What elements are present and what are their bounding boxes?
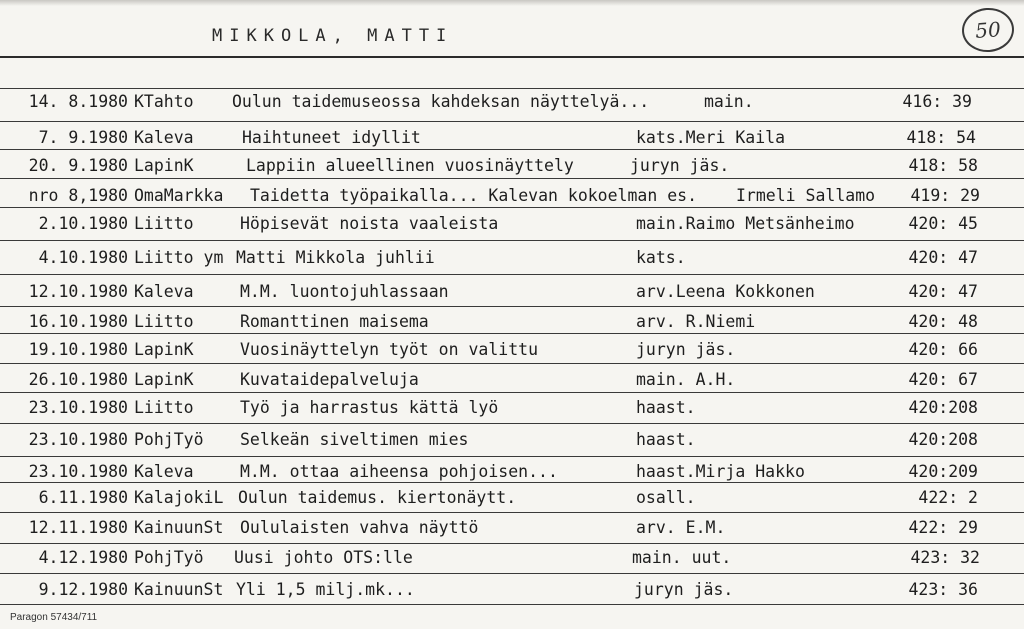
entry-reference: 420: 48: [908, 312, 978, 331]
entry-source: Liitto: [134, 398, 194, 417]
entry-source: KainuunSt: [134, 518, 224, 537]
entry-date: nro 8,1980: [28, 186, 128, 205]
entry-author: kats.Meri Kaila: [636, 128, 786, 147]
header-divider: [0, 56, 1024, 58]
entry-title: Vuosinäyttelyn työt on valittu: [240, 340, 539, 359]
entry-source: PohjTyö: [134, 548, 204, 567]
entry-date: 19.10.1980: [28, 340, 128, 359]
entry-reference: 420: 66: [908, 340, 978, 359]
entry-reference: 422: 2: [918, 488, 978, 507]
entry-date: 14. 8.1980: [28, 92, 128, 111]
entry-source: KTahto: [134, 92, 194, 111]
entry-reference: 420: 67: [908, 370, 978, 389]
entry-author: haast.Mirja Hakko: [636, 462, 805, 481]
entry-title: M.M. ottaa aiheensa pohjoisen...: [240, 462, 558, 481]
row-divider: [0, 333, 1024, 334]
entry-source: OmaMarkka: [134, 186, 224, 205]
entry-source: Kaleva: [134, 462, 194, 481]
row-divider: [0, 149, 1024, 150]
entry-source: Liitto: [134, 312, 194, 331]
card-top-edge: [0, 0, 1024, 6]
entry-title: Oulun taidemuseossa kahdeksan näyttelyä...: [232, 92, 650, 111]
entry-title: Uusi johto OTS:lle: [234, 548, 413, 567]
entry-author: arv. E.M.: [636, 518, 726, 537]
row-divider: [0, 240, 1024, 241]
row-divider: [0, 207, 1024, 208]
entry-author: juryn jäs.: [636, 340, 736, 359]
entry-author: juryn jäs.: [634, 580, 734, 599]
printer-mark: Paragon 57434/711: [10, 612, 98, 623]
row-divider: [0, 363, 1024, 364]
entry-author: main. uut.: [632, 548, 732, 567]
entry-source: Kaleva: [134, 282, 194, 301]
entry-author: kats.: [636, 248, 686, 267]
card-heading: MIKKOLA, MATTI: [212, 26, 454, 46]
row-divider: [0, 604, 1024, 605]
entry-date: 6.11.1980: [38, 488, 128, 507]
entry-reference: 420:208: [908, 398, 978, 417]
entry-title: Työ ja harrastus kättä lyö: [240, 398, 499, 417]
card-number-circled: 50: [961, 6, 1016, 54]
entry-title: M.M. luontojuhlassaan: [240, 282, 449, 301]
row-divider: [0, 456, 1024, 457]
entry-reference: 418: 54: [906, 128, 976, 147]
row-divider: [0, 573, 1024, 574]
entry-title: Selkeän siveltimen mies: [240, 430, 469, 449]
entry-author: juryn jäs.: [630, 156, 730, 175]
entry-date: 4.10.1980: [38, 248, 128, 267]
entry-source: LapinK: [134, 156, 194, 175]
entry-title: Haihtuneet idyllit: [242, 128, 421, 147]
entry-date: 23.10.1980: [28, 398, 128, 417]
entry-title: Yli 1,5 milj.mk...: [236, 580, 415, 599]
entry-author: haast.: [636, 398, 696, 417]
entry-title: Kuvataidepalveluja: [240, 370, 419, 389]
row-divider: [0, 121, 1024, 122]
entry-date: 26.10.1980: [28, 370, 128, 389]
entry-title: Romanttinen maisema: [240, 312, 429, 331]
entry-title: Höpisevät noista vaaleista: [240, 214, 499, 233]
entry-author: main. A.H.: [636, 370, 736, 389]
entry-title: Oulun taidemus. kiertonäytt.: [238, 488, 517, 507]
entry-date: 12.10.1980: [28, 282, 128, 301]
entry-date: 4.12.1980: [38, 548, 128, 567]
entry-author: arv. R.Niemi: [636, 312, 756, 331]
row-divider: [0, 178, 1024, 179]
entry-author: osall.: [636, 488, 696, 507]
entry-reference: 416: 39: [902, 92, 972, 111]
entry-source: PohjTyö: [134, 430, 204, 449]
row-divider: [0, 88, 1024, 89]
entry-reference: 418: 58: [908, 156, 978, 175]
row-divider: [0, 274, 1024, 275]
entry-author: Irmeli Sallamo: [736, 186, 876, 205]
entry-reference: 420: 45: [908, 214, 978, 233]
entry-source: Kaleva: [134, 128, 194, 147]
entry-source: LapinK: [134, 370, 194, 389]
entry-source: Liitto ym: [134, 248, 224, 267]
entry-author: main.Raimo Metsänheimo: [636, 214, 855, 233]
row-divider: [0, 543, 1024, 544]
entry-reference: 420:209: [908, 462, 978, 481]
entry-date: 7. 9.1980: [38, 128, 128, 147]
entry-reference: 423: 32: [910, 548, 980, 567]
entry-title: Taidetta työpaikalla... Kalevan kokoelman es.: [250, 186, 698, 205]
entry-title: Oululaisten vahva näyttö: [240, 518, 479, 537]
entry-date: 23.10.1980: [28, 430, 128, 449]
entry-author: main.: [704, 92, 754, 111]
entry-reference: 420:208: [908, 430, 978, 449]
entry-source: KainuunSt: [134, 580, 224, 599]
entry-author: haast.: [636, 430, 696, 449]
entry-date: 23.10.1980: [28, 462, 128, 481]
entry-date: 16.10.1980: [28, 312, 128, 331]
entry-author: arv.Leena Kokkonen: [636, 282, 815, 301]
entry-reference: 420: 47: [908, 248, 978, 267]
row-divider: [0, 306, 1024, 307]
entry-source: Liitto: [134, 214, 194, 233]
entry-date: 9.12.1980: [38, 580, 128, 599]
entry-title: Lappiin alueellinen vuosinäyttely: [246, 156, 574, 175]
entry-date: 12.11.1980: [28, 518, 128, 537]
entry-reference: 423: 36: [908, 580, 978, 599]
entry-reference: 422: 29: [908, 518, 978, 537]
entry-source: LapinK: [134, 340, 194, 359]
row-divider: [0, 423, 1024, 424]
entry-reference: 420: 47: [908, 282, 978, 301]
entry-date: 20. 9.1980: [28, 156, 128, 175]
row-divider: [0, 512, 1024, 513]
entry-source: KalajokiL: [134, 488, 224, 507]
entry-title: Matti Mikkola juhlii: [236, 248, 435, 267]
row-divider: [0, 392, 1024, 393]
entry-date: 2.10.1980: [38, 214, 128, 233]
row-divider: [0, 482, 1024, 483]
entry-reference: 419: 29: [910, 186, 980, 205]
